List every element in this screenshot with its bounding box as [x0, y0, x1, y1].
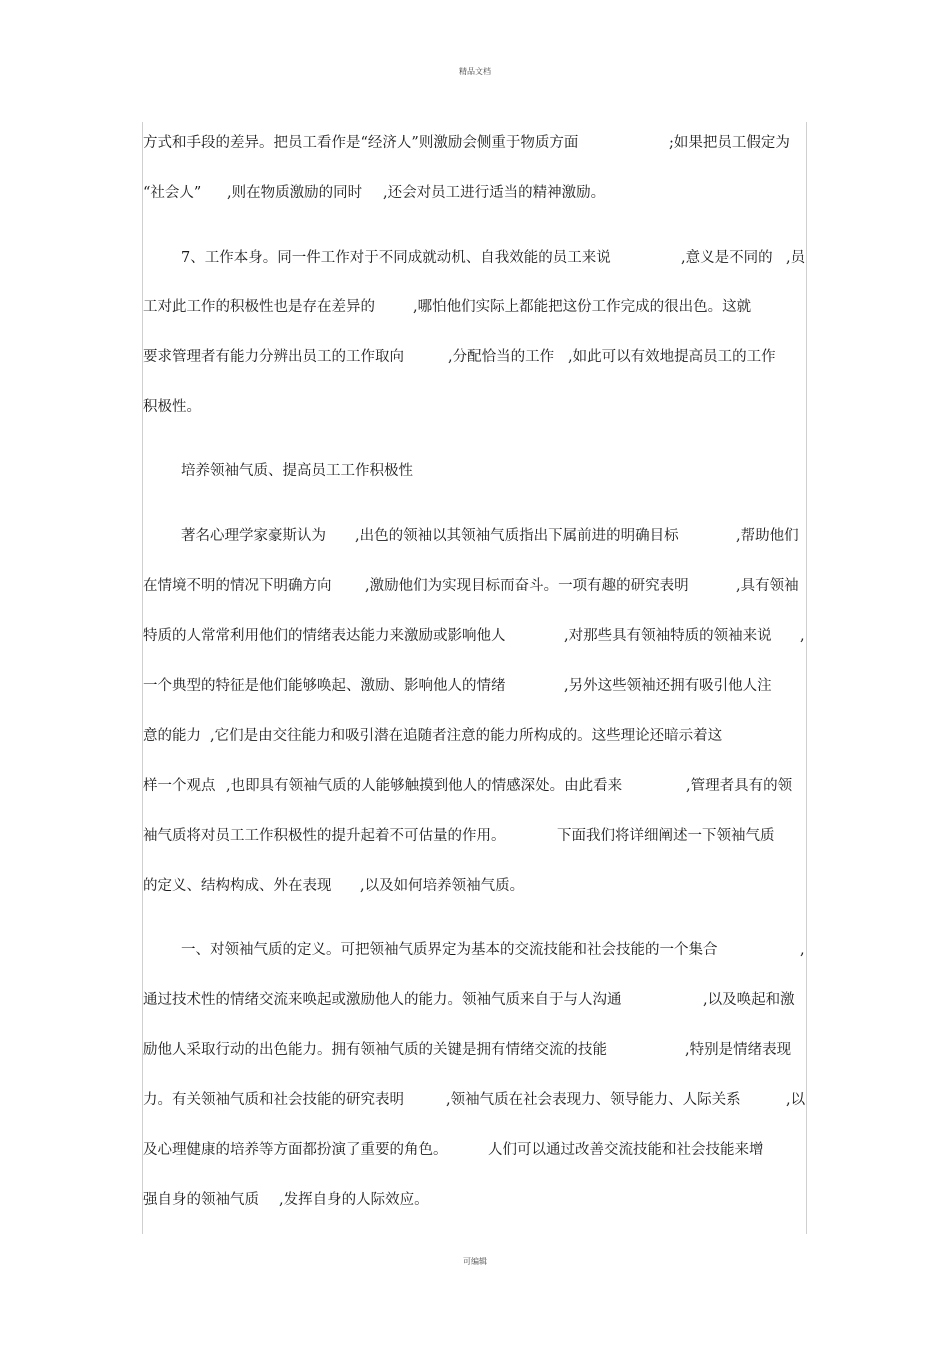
text-fragment: ,激励他们为实现目标而奋斗。一项有趣的研究表明 — [365, 578, 689, 594]
text-fragment: 的定义、结构构成、外在表现 — [143, 878, 332, 894]
text-fragment: ,分配恰当的工作 — [448, 349, 555, 365]
text-fragment: ,发挥自身的人际效应。 — [279, 1192, 429, 1208]
text-fragment: 下面我们将详细阐述一下领袖气质 — [557, 828, 775, 844]
text-fragment: 袖气质将对员工工作积极性的提升起着不可估量的作用。 — [143, 828, 506, 844]
text-fragment: 通过技术性的情绪交流来唤起或激励他人的能力。领袖气质来自于与人沟通 — [143, 992, 622, 1008]
text-fragment: 及心理健康的培养等方面都扮演了重要的角色。 — [143, 1142, 448, 1158]
text-fragment: ,管理者具有的领 — [686, 778, 793, 794]
text-fragment: , — [800, 628, 805, 644]
text-fragment: ,哪怕他们实际上都能把这份工作完成的很出色。这就 — [413, 299, 752, 315]
text-fragment: ,则在物质激励的同时 — [227, 185, 363, 201]
section-heading: 培养领袖气质、提高员工工作积极性 — [181, 463, 413, 479]
text-fragment: 特质的人常常利用他们的情绪表达能力来激励或影响他人 — [143, 628, 506, 644]
text-fragment: ,帮助他们 — [736, 528, 799, 544]
text-fragment: 著名心理学家豪斯认为 — [181, 528, 326, 544]
text-fragment: 人们可以通过改善交流技能和社会技能来增 — [488, 1142, 764, 1158]
text-fragment: 一、对领袖气质的定义。可把领袖气质界定为基本的交流技能和社会技能的一个集合 — [181, 942, 718, 958]
text-fragment: 样一个观点 — [143, 778, 216, 794]
text-fragment: 力。有关领袖气质和社会技能的研究表明 — [143, 1092, 404, 1108]
page-frame-right-border — [806, 122, 807, 1234]
text-fragment: ,具有领袖 — [736, 578, 799, 594]
text-fragment: ,意义是不同的 — [681, 250, 773, 266]
text-fragment: ,以及唤起和激 — [703, 992, 795, 1008]
text-fragment: 意的能力 — [143, 728, 201, 744]
text-fragment: 积极性。 — [143, 399, 201, 415]
text-fragment: 强自身的领袖气质 — [143, 1192, 259, 1208]
text-fragment: , — [800, 942, 805, 958]
text-fragment: ,出色的领袖以其领袖气质指出下属前进的明确目标 — [355, 528, 679, 544]
text-fragment: ,还会对员工进行适当的精神激励。 — [383, 185, 606, 201]
text-fragment: ,另外这些领袖还拥有吸引他人注 — [564, 678, 772, 694]
text-fragment: 励他人采取行动的出色能力。拥有领袖气质的关键是拥有情绪交流的技能 — [143, 1042, 607, 1058]
page-header: 精品文档 — [459, 67, 491, 76]
text-fragment: ,如此可以有效地提高员工的工作 — [568, 349, 776, 365]
text-fragment: ,以及如何培养领袖气质。 — [360, 878, 525, 894]
page-footer: 可编辑 — [463, 1257, 487, 1266]
text-fragment: ,它们是由交往能力和吸引潜在追随者注意的能力所构成的。这些理论还暗示着这 — [210, 728, 723, 744]
text-fragment: 工对此工作的积极性也是存在差异的 — [143, 299, 375, 315]
text-fragment: 一个典型的特征是他们能够唤起、激励、影响他人的情绪 — [143, 678, 506, 694]
text-fragment: ,特别是情绪表现 — [685, 1042, 792, 1058]
text-fragment: 要求管理者有能力分辨出员工的工作取向 — [143, 349, 404, 365]
text-fragment: ,员 — [786, 250, 806, 266]
text-fragment: ,领袖气质在社会表现力、领导能力、人际关系 — [446, 1092, 741, 1108]
text-fragment: “社会人” — [143, 185, 202, 201]
text-fragment: 方式和手段的差异。把员工看作是“经济人”则激励会侧重于物质方面 — [143, 135, 579, 151]
text-fragment: ,也即具有领袖气质的人能够触摸到他人的情感深处。由此看来 — [226, 778, 623, 794]
text-fragment: 7、工作本身。同一件工作对于不同成就动机、自我效能的员工来说 — [181, 250, 611, 266]
text-fragment: 在情境不明的情况下明确方向 — [143, 578, 332, 594]
text-fragment: ,以 — [786, 1092, 806, 1108]
text-fragment: ;如果把员工假定为 — [669, 135, 790, 151]
text-fragment: ,对那些具有领袖特质的领袖来说 — [564, 628, 772, 644]
